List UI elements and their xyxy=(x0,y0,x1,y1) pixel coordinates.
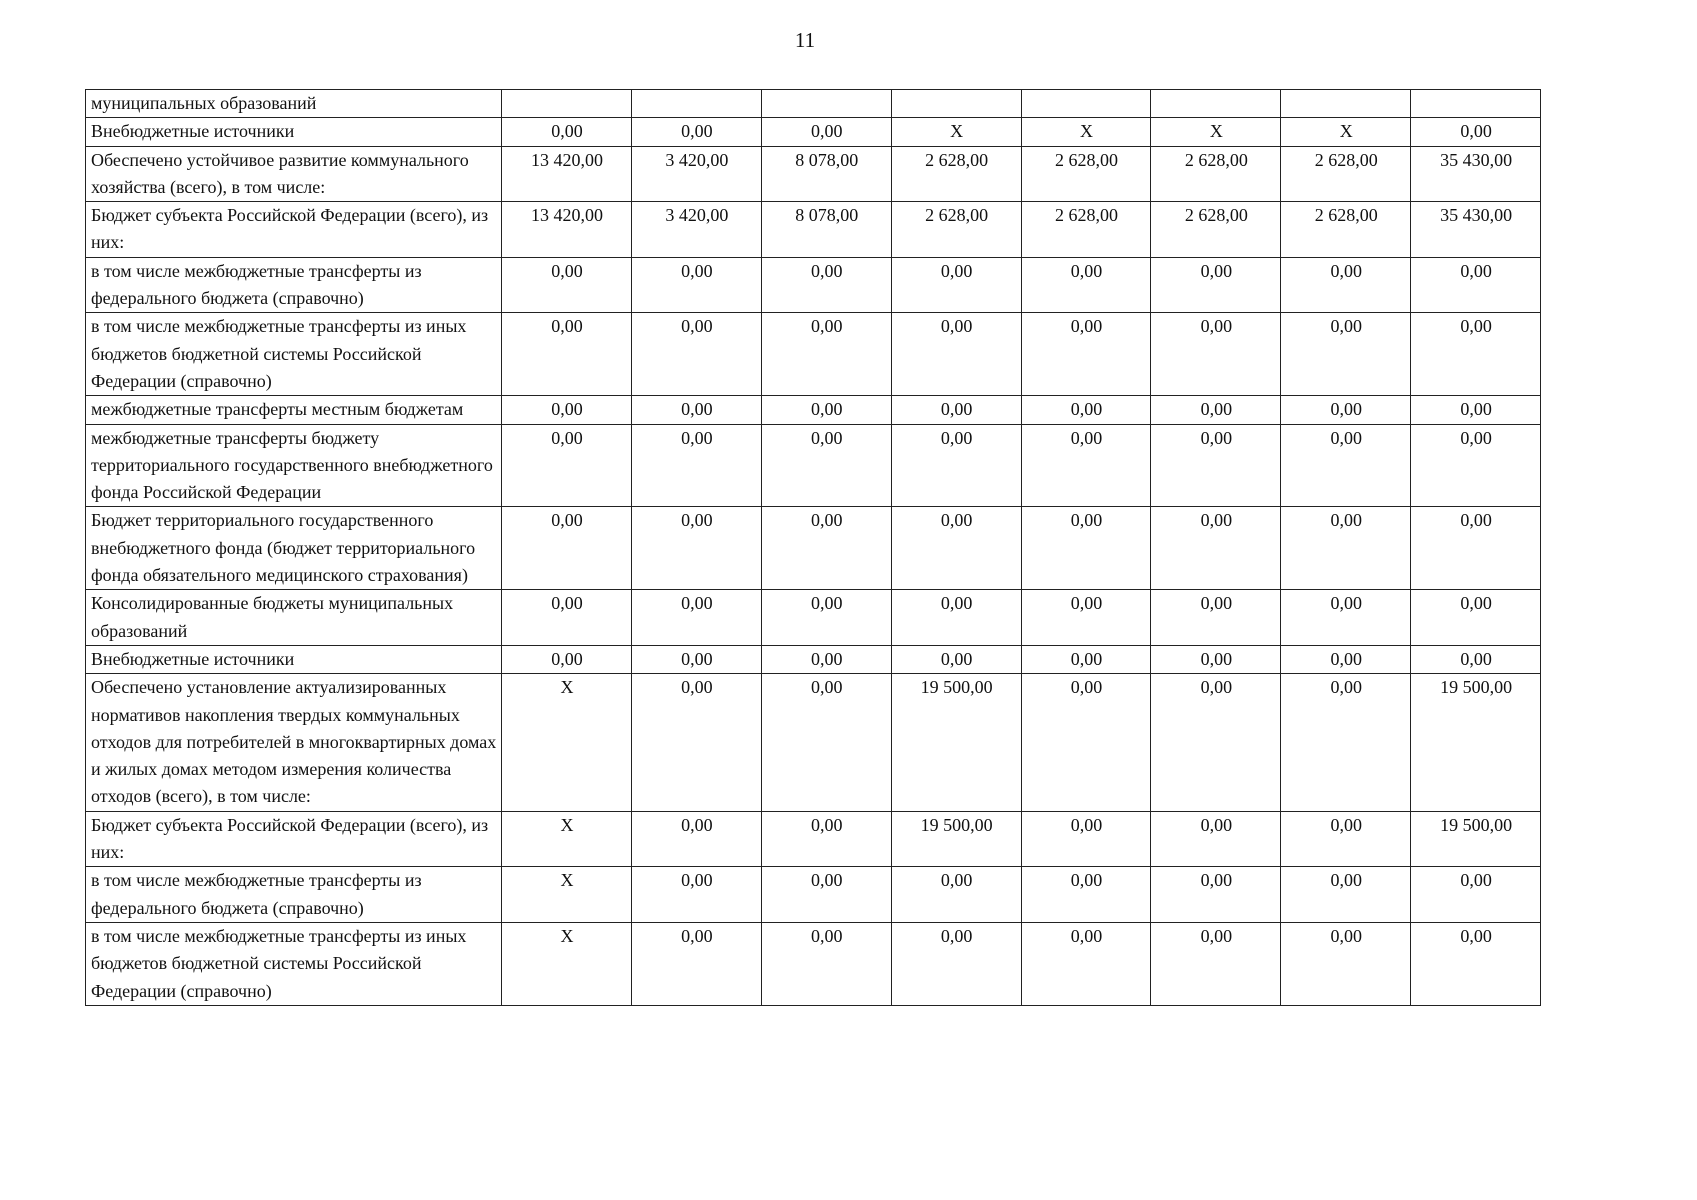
value-cell: 0,00 xyxy=(761,811,891,867)
value-cell: 0,00 xyxy=(1021,396,1151,424)
value-cell: 2 628,00 xyxy=(891,146,1021,202)
value-cell: 0,00 xyxy=(502,507,632,590)
value-cell: 19 500,00 xyxy=(1411,674,1541,811)
value-cell: 0,00 xyxy=(1281,257,1411,313)
value-cell: 0,00 xyxy=(1411,590,1541,646)
value-cell: 19 500,00 xyxy=(891,811,1021,867)
row-label: межбюджетные трансферты бюджету территориального государственного внебюджетного фонда Российской Федерации xyxy=(86,424,502,507)
table-row xyxy=(86,118,1541,146)
value-cell: 0,00 xyxy=(761,396,891,424)
value-cell: 0,00 xyxy=(1151,507,1281,590)
value-cell: 0,00 xyxy=(891,424,1021,507)
value-cell: 0,00 xyxy=(1021,674,1151,811)
value-cell: X xyxy=(1281,118,1411,146)
value-cell: 0,00 xyxy=(1411,507,1541,590)
row-label: межбюджетные трансферты местным бюджетам xyxy=(86,396,502,424)
value-cell xyxy=(1151,90,1281,118)
value-cell: 0,00 xyxy=(1151,424,1281,507)
value-cell: 0,00 xyxy=(1281,507,1411,590)
value-cell: 0,00 xyxy=(1021,590,1151,646)
value-cell: 0,00 xyxy=(631,313,761,396)
row-label: Обеспечено устойчивое развитие коммунального хозяйства (всего), в том числе: xyxy=(86,146,502,202)
table-row xyxy=(86,313,1541,396)
value-cell: 0,00 xyxy=(1151,590,1281,646)
value-cell: 0,00 xyxy=(1411,313,1541,396)
page-number: 11 xyxy=(794,28,816,52)
value-cell: 0,00 xyxy=(1151,867,1281,923)
value-cell: 0,00 xyxy=(1151,645,1281,673)
value-cell: 2 628,00 xyxy=(1151,202,1281,258)
row-label: Бюджет субъекта Российской Федерации (всего), из них: xyxy=(86,202,502,258)
value-cell: 0,00 xyxy=(631,118,761,146)
value-cell: 0,00 xyxy=(1281,645,1411,673)
value-cell: 2 628,00 xyxy=(1281,202,1411,258)
value-cell: 0,00 xyxy=(631,867,761,923)
value-cell: 0,00 xyxy=(1021,507,1151,590)
value-cell: 0,00 xyxy=(1151,257,1281,313)
value-cell: 0,00 xyxy=(761,674,891,811)
row-label: Консолидированные бюджеты муниципальных образований xyxy=(86,590,502,646)
value-cell: 0,00 xyxy=(1021,313,1151,396)
value-cell: X xyxy=(502,674,632,811)
value-cell: 0,00 xyxy=(1281,674,1411,811)
value-cell: 35 430,00 xyxy=(1411,202,1541,258)
value-cell: 2 628,00 xyxy=(1021,146,1151,202)
value-cell: 0,00 xyxy=(891,867,1021,923)
value-cell: 8 078,00 xyxy=(761,146,891,202)
value-cell: 0,00 xyxy=(502,396,632,424)
value-cell xyxy=(1411,90,1541,118)
value-cell: 0,00 xyxy=(1151,922,1281,1005)
value-cell: 0,00 xyxy=(891,507,1021,590)
table-row xyxy=(86,590,1541,646)
value-cell: 0,00 xyxy=(1151,811,1281,867)
value-cell: 0,00 xyxy=(502,313,632,396)
table-row xyxy=(86,90,1541,118)
value-cell: 0,00 xyxy=(761,922,891,1005)
value-cell: 0,00 xyxy=(502,590,632,646)
row-label: в том числе межбюджетные трансферты из иных бюджетов бюджетной системы Российской Федерации (справочно) xyxy=(86,922,502,1005)
value-cell: 0,00 xyxy=(761,424,891,507)
table-row xyxy=(86,674,1541,811)
value-cell: 0,00 xyxy=(1411,424,1541,507)
value-cell: 0,00 xyxy=(631,674,761,811)
value-cell: 0,00 xyxy=(502,424,632,507)
value-cell: 19 500,00 xyxy=(891,674,1021,811)
value-cell: 0,00 xyxy=(1151,674,1281,811)
value-cell: X xyxy=(502,811,632,867)
row-label: в том числе межбюджетные трансферты из иных бюджетов бюджетной системы Российской Федерации (справочно) xyxy=(86,313,502,396)
table-row xyxy=(86,257,1541,313)
value-cell: 0,00 xyxy=(502,257,632,313)
value-cell: 0,00 xyxy=(891,257,1021,313)
value-cell: 0,00 xyxy=(631,424,761,507)
table-row xyxy=(86,507,1541,590)
table-body xyxy=(86,90,1541,1006)
value-cell: 0,00 xyxy=(1021,645,1151,673)
value-cell: 0,00 xyxy=(502,645,632,673)
value-cell: 0,00 xyxy=(631,590,761,646)
table-row xyxy=(86,424,1541,507)
value-cell: 2 628,00 xyxy=(1281,146,1411,202)
table-row xyxy=(86,867,1541,923)
value-cell: 0,00 xyxy=(1021,867,1151,923)
value-cell: 0,00 xyxy=(761,590,891,646)
value-cell: 2 628,00 xyxy=(1021,202,1151,258)
row-label: в том числе межбюджетные трансферты из федерального бюджета (справочно) xyxy=(86,867,502,923)
value-cell: 0,00 xyxy=(1151,396,1281,424)
value-cell: 0,00 xyxy=(761,867,891,923)
value-cell: 0,00 xyxy=(1411,645,1541,673)
value-cell: 0,00 xyxy=(1021,257,1151,313)
value-cell: 0,00 xyxy=(1411,257,1541,313)
value-cell: 0,00 xyxy=(761,118,891,146)
row-label: муниципальных образований xyxy=(86,90,502,118)
value-cell: 19 500,00 xyxy=(1411,811,1541,867)
value-cell: 0,00 xyxy=(761,645,891,673)
value-cell: X xyxy=(1151,118,1281,146)
value-cell: 0,00 xyxy=(761,507,891,590)
value-cell: 0,00 xyxy=(1411,396,1541,424)
value-cell: 2 628,00 xyxy=(1151,146,1281,202)
row-label: Бюджет субъекта Российской Федерации (всего), из них: xyxy=(86,811,502,867)
value-cell: 2 628,00 xyxy=(891,202,1021,258)
value-cell: 13 420,00 xyxy=(502,146,632,202)
value-cell: 0,00 xyxy=(1021,424,1151,507)
value-cell: 0,00 xyxy=(1281,590,1411,646)
value-cell xyxy=(761,90,891,118)
value-cell: 3 420,00 xyxy=(631,202,761,258)
value-cell: X xyxy=(502,922,632,1005)
value-cell: 0,00 xyxy=(1281,396,1411,424)
value-cell xyxy=(1281,90,1411,118)
value-cell: 0,00 xyxy=(631,811,761,867)
value-cell: 0,00 xyxy=(1281,811,1411,867)
value-cell: 0,00 xyxy=(1021,922,1151,1005)
value-cell: 0,00 xyxy=(1281,922,1411,1005)
table-row xyxy=(86,922,1541,1005)
row-label: Внебюджетные источники xyxy=(86,645,502,673)
value-cell: 0,00 xyxy=(1021,811,1151,867)
value-cell: 0,00 xyxy=(1151,313,1281,396)
value-cell: 0,00 xyxy=(761,257,891,313)
value-cell: X xyxy=(502,867,632,923)
value-cell: 0,00 xyxy=(631,507,761,590)
value-cell: 0,00 xyxy=(502,118,632,146)
value-cell: 0,00 xyxy=(1411,922,1541,1005)
budget-table xyxy=(85,89,1541,1006)
value-cell: 0,00 xyxy=(891,396,1021,424)
value-cell: 35 430,00 xyxy=(1411,146,1541,202)
value-cell: 3 420,00 xyxy=(631,146,761,202)
value-cell: 0,00 xyxy=(761,313,891,396)
table-row xyxy=(86,811,1541,867)
table-row xyxy=(86,146,1541,202)
table-row xyxy=(86,645,1541,673)
value-cell: 13 420,00 xyxy=(502,202,632,258)
row-label: Обеспечено установление актуализированных нормативов накопления твердых коммунальных отходов для потребителей в многоквартирных домах и жилых домах методом измерения количества отходов (всего), в том числе: xyxy=(86,674,502,811)
value-cell: 0,00 xyxy=(891,590,1021,646)
value-cell: 0,00 xyxy=(891,313,1021,396)
value-cell: 0,00 xyxy=(631,922,761,1005)
value-cell: 8 078,00 xyxy=(761,202,891,258)
value-cell xyxy=(631,90,761,118)
value-cell: 0,00 xyxy=(631,645,761,673)
value-cell xyxy=(1021,90,1151,118)
row-label: Внебюджетные источники xyxy=(86,118,502,146)
row-label: Бюджет территориального государственного внебюджетного фонда (бюджет территориального фонда обязательного медицинского страхования) xyxy=(86,507,502,590)
value-cell: 0,00 xyxy=(891,645,1021,673)
value-cell: 0,00 xyxy=(891,922,1021,1005)
value-cell: 0,00 xyxy=(1281,313,1411,396)
row-label: в том числе межбюджетные трансферты из федерального бюджета (справочно) xyxy=(86,257,502,313)
value-cell xyxy=(891,90,1021,118)
value-cell: 0,00 xyxy=(1281,867,1411,923)
table-row xyxy=(86,396,1541,424)
value-cell: X xyxy=(891,118,1021,146)
value-cell: 0,00 xyxy=(1281,424,1411,507)
value-cell xyxy=(502,90,632,118)
value-cell: 0,00 xyxy=(631,257,761,313)
value-cell: 0,00 xyxy=(1411,867,1541,923)
value-cell: 0,00 xyxy=(631,396,761,424)
table-row xyxy=(86,202,1541,258)
value-cell: X xyxy=(1021,118,1151,146)
value-cell: 0,00 xyxy=(1411,118,1541,146)
